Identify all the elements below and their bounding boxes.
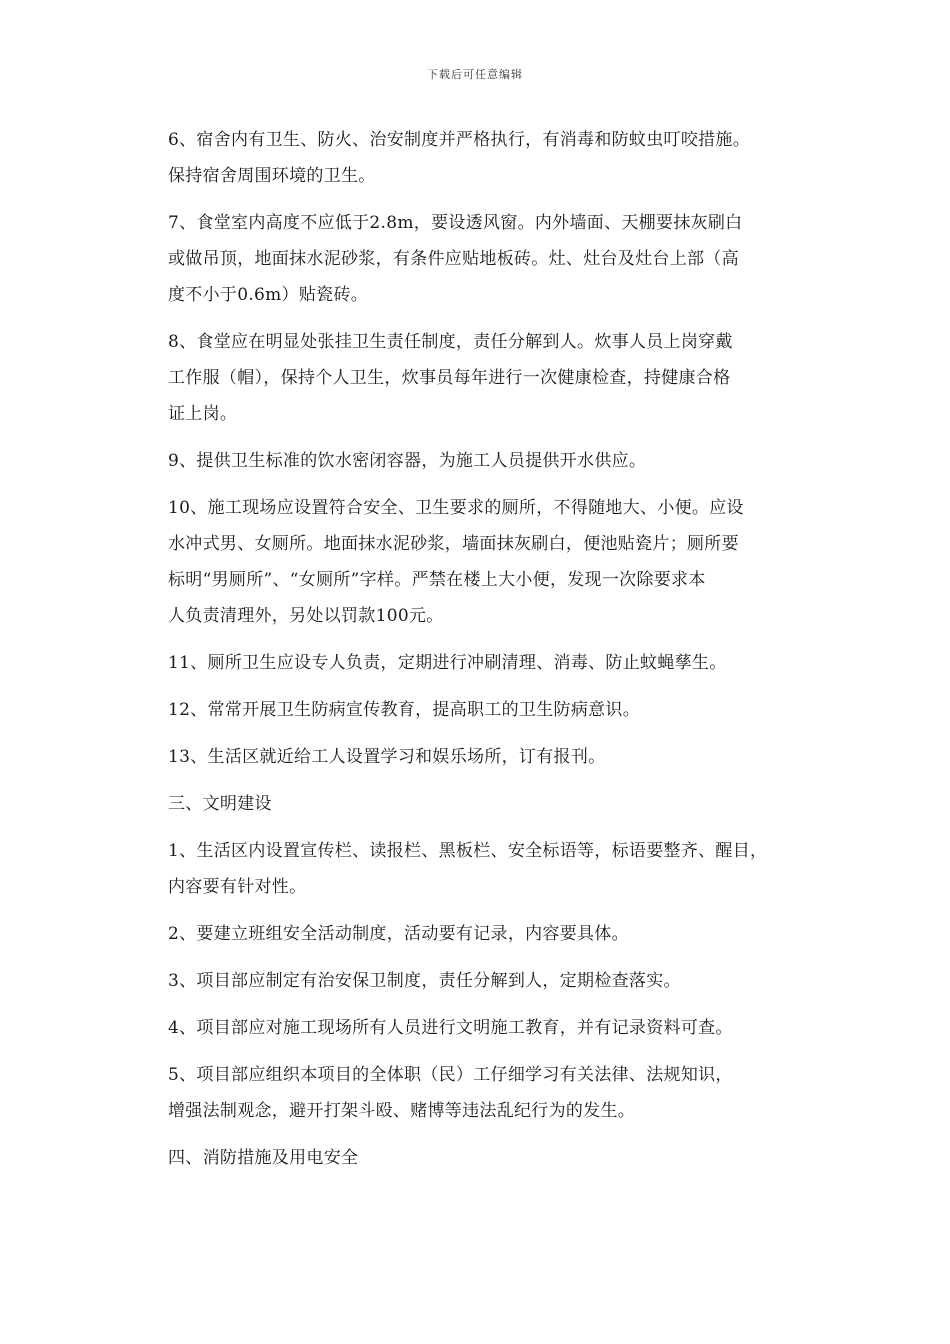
- text-line: 8、食堂应在明显处张挂卫生责任制度，责任分解到人。炊事人员上岗穿戴: [168, 332, 733, 352]
- page-header-note: 下载后可任意编辑: [427, 68, 523, 81]
- paragraph-item-9: [168, 443, 828, 479]
- text-line: 3、项目部应制定有治安保卫制度，责任分解到人，定期检查落实。: [168, 971, 681, 991]
- text-line: 10、施工现场应设置符合安全、卫生要求的厕所，不得随地大、小便。应设: [168, 498, 744, 518]
- text-line: 增强法制观念，避开打架斗殴、赌博等违法乱纪行为的发生。: [168, 1101, 636, 1121]
- text-line: 12、常常开展卫生防病宣传教育，提高职工的卫生防病意识。: [168, 700, 641, 720]
- section-heading-text: 四、消防措施及用电安全: [168, 1148, 359, 1168]
- text-line: 证上岗。: [168, 404, 238, 424]
- paragraph-item-13: [168, 739, 828, 775]
- section-heading-fire-safety: [168, 1140, 828, 1176]
- paragraph-item-civ-5: [168, 1057, 828, 1129]
- text-line: 水冲式男、女厕所。地面抹水泥砂浆，墙面抹灰刷白，便池贴瓷片；厕所要: [168, 534, 739, 554]
- paragraph-item-8: [168, 324, 828, 432]
- text-line: 人负责清理外，另处以罚款100元。: [168, 606, 444, 626]
- paragraph-item-civ-1: [168, 833, 828, 905]
- text-line: 度不小于0.6m）贴瓷砖。: [168, 285, 369, 305]
- text-line: 9、提供卫生标准的饮水密闭容器，为施工人员提供开水供应。: [168, 451, 647, 471]
- text-line: 1、生活区内设置宣传栏、读报栏、黑板栏、安全标语等，标语要整齐、醒目，: [168, 841, 768, 861]
- text-line: 工作服（帽），保持个人卫生，炊事员每年进行一次健康检查，持健康合格: [168, 368, 731, 388]
- text-line: 4、项目部应对施工现场所有人员进行文明施工教育，并有记录资料可查。: [168, 1018, 733, 1038]
- text-line: 6、宿舍内有卫生、防火、治安制度并严格执行，有消毒和防蚊虫叮咬措施。: [168, 130, 751, 150]
- text-line: 13、生活区就近给工人设置学习和娱乐场所，订有报刊。: [168, 747, 606, 767]
- section-heading-text: 三、文明建设: [168, 794, 272, 814]
- paragraph-item-11: [168, 645, 828, 681]
- text-line: 7、食堂室内高度不应低于2.8m，要设透风窗。内外墙面、天棚要抹灰刷白: [168, 213, 743, 233]
- paragraph-item-10: [168, 490, 828, 634]
- document-body: [168, 122, 828, 1187]
- text-line: 或做吊顶，地面抹水泥砂浆，有条件应贴地板砖。灶、灶台及灶台上部（高: [168, 249, 739, 269]
- text-line: 5、项目部应组织本项目的全体职（民）工仔细学习有关法律、法规知识，: [168, 1065, 733, 1085]
- section-heading-civilization: [168, 786, 828, 822]
- paragraph-item-civ-3: [168, 963, 828, 999]
- text-line: 11、厕所卫生应设专人负责，定期进行冲刷清理、消毒、防止蚊蝇孳生。: [168, 653, 727, 673]
- text-line: 保持宿舍周围环境的卫生。: [168, 166, 376, 186]
- text-line: 2、要建立班组安全活动制度，活动要有记录，内容要具体。: [168, 924, 629, 944]
- paragraph-item-7: [168, 205, 828, 313]
- paragraph-item-12: [168, 692, 828, 728]
- text-line: 标明“男厕所”、“女厕所”字样。严禁在楼上大小便，发现一次除要求本: [168, 570, 706, 590]
- paragraph-item-6: [168, 122, 828, 194]
- paragraph-item-civ-2: [168, 916, 828, 952]
- paragraph-item-civ-4: [168, 1010, 828, 1046]
- text-line: 内容要有针对性。: [168, 877, 307, 897]
